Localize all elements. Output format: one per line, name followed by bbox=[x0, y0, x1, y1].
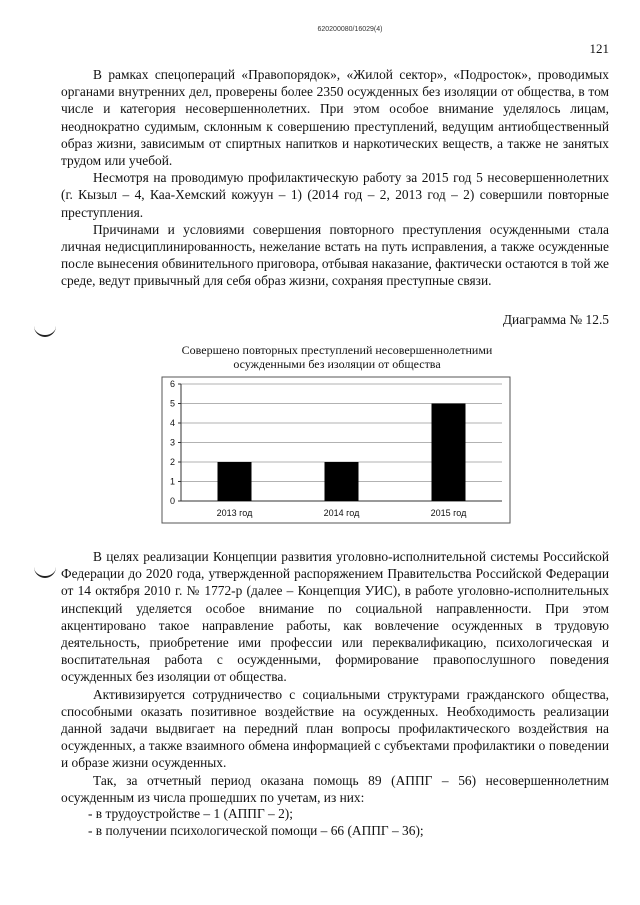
y-tick-label: 3 bbox=[169, 437, 175, 448]
y-tick-label: 0 bbox=[169, 496, 175, 506]
bar-chart bbox=[152, 343, 522, 525]
bar-2014-год bbox=[325, 462, 359, 501]
paragraph-6: Так, за отчетный период оказана помощь 89 (АППГ – 56) несовершеннолетним осужденным из числа прошедших по учетам, из них: bbox=[61, 772, 609, 805]
bullet-item: - в получении психологической помощи – 66 (АППГ – 36); bbox=[88, 823, 424, 839]
paragraph-1: В рамках спецопераций «Правопорядок», «Жилой сектор», «Подросток», проводимых органами внутренних дел, проверены более 2350 осужденных без изоляции от общества, в том числе и категория несовершеннолетних. При этом особое внимание уделялось лицам, неоднократно судимым, склонным к совершению преступлений, ведущим антиобщественный образ жизни, зависимым от спиртных напитков и наркотических веществ, а также не занятых трудом или учебой. bbox=[61, 67, 609, 169]
bullet-list bbox=[61, 805, 424, 839]
bar-2013-год bbox=[218, 462, 252, 501]
chart-title-line-2: осужденными без изоляции от общества bbox=[233, 357, 441, 371]
page-number: 121 bbox=[589, 41, 609, 56]
diagram-caption: Диаграмма № 12.5 bbox=[502, 312, 609, 327]
y-tick-label: 2 bbox=[169, 457, 175, 467]
binder-mark-bottom bbox=[34, 566, 56, 578]
chart-title-line-1: Совершено повторных преступлений несовершеннолетними bbox=[181, 343, 493, 357]
paragraph-2: Несмотря на проводимую профилактическую работу за 2015 год 5 несовершеннолетних (г. Кызыл – 4, Каа-Хемский кожуун – 1) (2014 год – 2, 2013 год – 2) совершили повторные преступления. bbox=[61, 170, 609, 220]
paragraph-5: Активизируется сотрудничество с социальными структурами гражданского общества, способными оказать позитивное воздействие на осужденных. Необходимость реализации данной задачи выдвигает на передний план вопросы профилактического воздействия на осужденных, а также взаимного обмена информацией с субъектами профилактики о поведении и образе жизни осужденных. bbox=[61, 686, 609, 771]
x-tick-label: 2015 год bbox=[430, 508, 467, 518]
binder-mark-top bbox=[34, 325, 56, 337]
y-tick-label: 1 bbox=[169, 476, 175, 487]
bar-2015-год bbox=[432, 404, 466, 502]
x-tick-label: 2014 год bbox=[323, 508, 360, 518]
paragraph-4: В целях реализации Концепции развития уголовно-исполнительной системы Российской Федерации до 2020 года, утвержденной распоряжением Правительства Российской Федерации от 14 октября 2010 г. № 1772-р (далее – Концепция УИС), в работе уголовно-исполнительных инспекций уделяется особое внимание по социальной направленности. При этом акцентировано такое направление работы, как вовлечение осужденных в трудовую деятельность, приобретение ими профессии или переквалификацию, психологическая и воспитательная работа с осужденными, формирование правопослушного поведения осужденных без изоляции от общества. bbox=[61, 549, 609, 685]
x-tick-label: 2013 год bbox=[216, 508, 253, 518]
text-section-top bbox=[61, 66, 609, 290]
y-tick-label: 4 bbox=[169, 418, 175, 428]
text-section-bottom bbox=[61, 548, 609, 806]
bullet-item: - в трудоустройстве – 1 (АППГ – 2); bbox=[88, 806, 293, 821]
document-id: 620200080/16029(4) bbox=[317, 26, 383, 33]
y-tick-label: 6 bbox=[169, 379, 175, 389]
y-tick-label: 5 bbox=[169, 398, 175, 409]
paragraph-3: Причинами и условиями совершения повторного преступления осужденными стала личная недисциплинированность, нежелание встать на путь исправления, а также осужденные после вынесения обвинительного приговора, отбывая наказание, фактически остаются в той же среде, ведут привычный для себя образ жизни, сохраняя преступные связи. bbox=[61, 221, 609, 289]
chart-svg bbox=[152, 343, 522, 525]
